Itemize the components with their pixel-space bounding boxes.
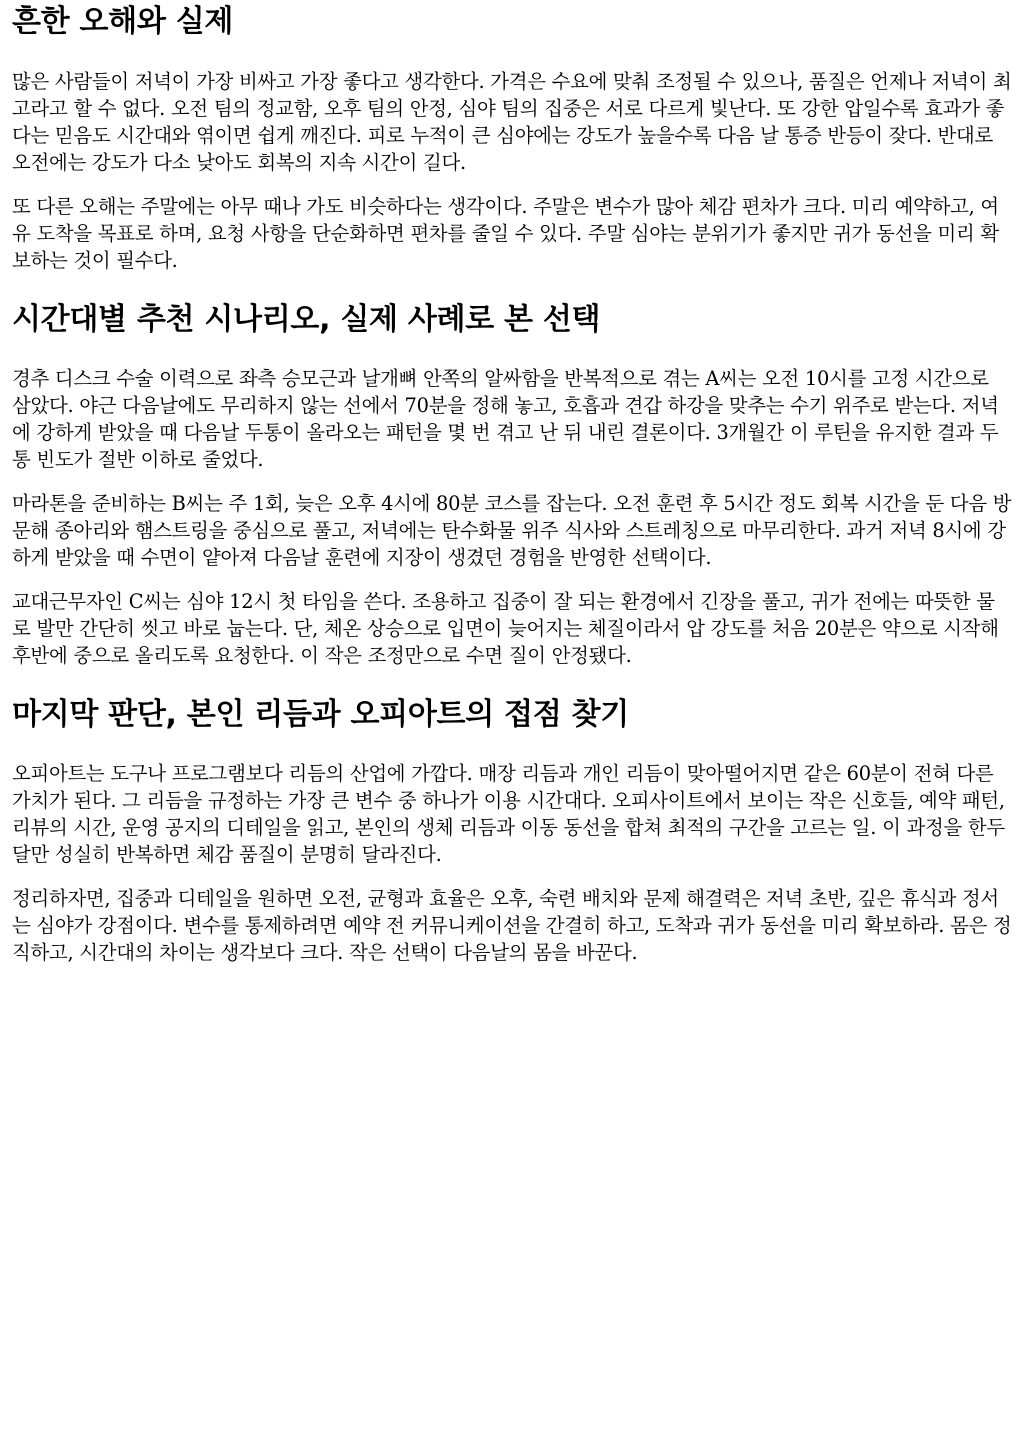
section-final-judgment (12, 695, 1012, 966)
paragraph: 교대근무자인 C씨는 심야 12시 첫 타임을 쓴다. 조용하고 집중이 잘 되는 환경에서 긴장을 풀고, 귀가 전에는 따뜻한 물로 발만 간단히 씻고 바로 눕는다. 단, 체온 상승으로 입면이 늦어지는 체질이라서 압 강도를 처음 20분은 약으로 시작해 후반에 중으로 올리도록 요청한다. 이 작은 조정만으로 수면 질이 안정됐다. (12, 590, 999, 667)
section-scenarios (12, 300, 1012, 669)
paragraph: 많은 사람들이 저녁이 가장 비싸고 가장 좋다고 생각한다. 가격은 수요에 맞춰 조정될 수 있으나, 품질은 언제나 저녁이 최고라고 할 수 없다. 오전 팀의 정교함, 오후 팀의 안정, 심야 팀의 집중은 서로 다르게 빛난다. 또 강한 압일수록 효과가 좋다는 믿음도 시간대와 엮이면 쉽게 깨진다. 피로 누적이 큰 심야에는 강도가 높을수록 다음 날 통증 반등이 잦다. 반대로 오전에는 강도가 다소 낮아도 회복의 지속 시간이 길다. (12, 70, 1012, 174)
section-misconceptions (12, 0, 1012, 274)
paragraph: 경추 디스크 수술 이력으로 좌측 승모근과 날개뼈 안쪽의 알싸함을 반복적으로 겪는 A씨는 오전 10시를 고정 시간으로 삼았다. 야근 다음날에도 무리하지 않는 선에서 70분을 정해 놓고, 호흡과 견갑 하강을 맞추는 수기 위주로 받는다. 저녁에 강하게 받았을 때 다음날 두통이 올라오는 패턴을 몇 번 겪고 난 뒤 내린 결론이다. 3개월간 이 루틴을 유지한 결과 두통 빈도가 절반 이하로 줄었다. (12, 367, 999, 471)
paragraph: 오피아트는 도구나 프로그램보다 리듬의 산업에 가깝다. 매장 리듬과 개인 리듬이 맞아떨어지면 같은 60분이 전혀 다른 가치가 된다. 그 리듬을 규정하는 가장 큰 변수 중 하나가 이용 시간대다. 오피사이트에서 보이는 작은 신호들, 예약 패턴, 리뷰의 시간, 운영 공지의 디테일을 읽고, 본인의 생체 리듬과 이동 동선을 합쳐 최적의 구간을 고르는 일. 이 과정을 한두 달만 성실히 반복하면 체감 품질이 분명히 달라진다. (12, 762, 1005, 866)
paragraph: 또 다른 오해는 주말에는 아무 때나 가도 비슷하다는 생각이다. 주말은 변수가 많아 체감 편차가 크다. 미리 예약하고, 여유 도착을 목표로 하며, 요청 사항을 단순화하면 편차를 줄일 수 있다. 주말 심야는 분위기가 좋지만 귀가 동선을 미리 확보하는 것이 필수다. (12, 195, 999, 272)
paragraph: 마라톤을 준비하는 B씨는 주 1회, 늦은 오후 4시에 80분 코스를 잡는다. 오전 훈련 후 5시간 정도 회복 시간을 둔 다음 방문해 종아리와 햄스트링을 중심으로 풀고, 저녁에는 탄수화물 위주 식사와 스트레칭으로 마무리한다. 과거 저녁 8시에 강하게 받았을 때 수면이 얕아져 다음날 훈련에 지장이 생겼던 경험을 반영한 선택이다. (12, 492, 1012, 569)
section-heading: 흔한 오해와 실제 (12, 4, 234, 39)
section-heading: 마지막 판단, 본인 리듬과 오피아트의 접점 찾기 (12, 697, 629, 732)
paragraph: 정리하자면, 집중과 디테일을 원하면 오전, 균형과 효율은 오후, 숙련 배치와 문제 해결력은 저녁 초반, 깊은 휴식과 정서는 심야가 강점이다. 변수를 통제하려면 예약 전 커뮤니케이션을 간결히 하고, 도착과 귀가 동선을 미리 확보하라. 몸은 정직하고, 시간대의 차이는 생각보다 크다. 작은 선택이 다음날의 몸을 바꾼다. (12, 887, 1012, 964)
section-heading: 시간대별 추천 시나리오, 실제 사례로 본 선택 (12, 302, 601, 337)
